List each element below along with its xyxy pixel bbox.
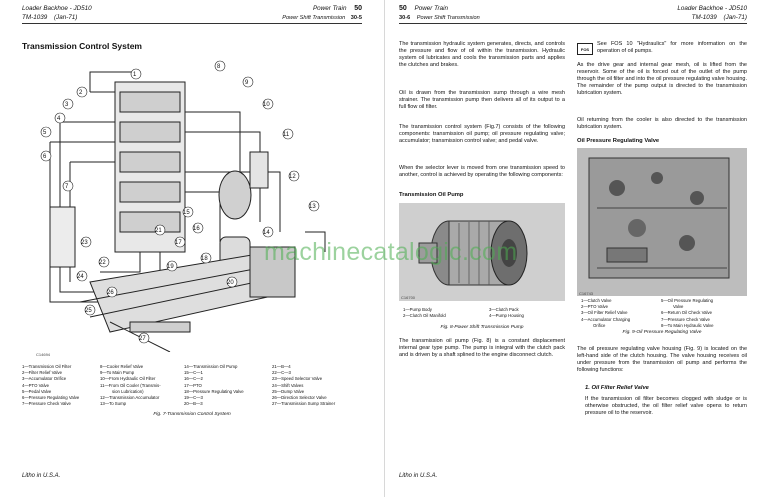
legend-item: 7—Pressure Check Valve xyxy=(661,316,710,322)
callout-15: 15 xyxy=(183,210,190,216)
diagram-code: C14694 xyxy=(36,352,51,357)
callout-2: 2 xyxy=(79,90,83,96)
legend-item: 17—PTO xyxy=(184,382,202,388)
legend-item: 22—C—3 xyxy=(272,370,291,376)
valve-illustration xyxy=(577,148,747,296)
sump-paragraph: Oil is drawn from the transmission sump through a wire mesh strainer. The transmission pump then delivers all of its output to a full flow oil filter. xyxy=(399,90,565,110)
footer: Litho in U.S.A. xyxy=(22,473,61,479)
callout-25: 25 xyxy=(85,308,92,314)
header-rule xyxy=(22,23,362,24)
filter-relief-heading: 1. Oil Filter Relief Valve xyxy=(585,385,649,391)
footer: Litho in U.S.A. xyxy=(399,473,438,479)
legend-col-2 xyxy=(100,364,161,407)
figure-7-caption: Fig. 7-Transmission Control System xyxy=(153,412,231,417)
header-tm-number: TM-1039 xyxy=(691,14,717,21)
callout-3: 3 xyxy=(65,102,69,108)
legend-item: 8—To Main Hydraulic Valve xyxy=(661,322,714,328)
legend-item: 13—To Sump xyxy=(100,401,127,407)
valve-photo xyxy=(577,148,747,296)
legend-item: Valve xyxy=(673,304,684,310)
section-title: Transmission Control System xyxy=(22,41,142,51)
callout-26: 26 xyxy=(107,290,114,296)
callout-20: 20 xyxy=(227,280,234,286)
callout-22: 22 xyxy=(99,260,106,266)
legend-item: 7—Pressure Check Valve xyxy=(22,401,71,407)
legend-item: 23—Speed Selector Valve xyxy=(272,376,323,382)
cooler-return-paragraph: Oil returning from the cooler is also directed to the transmission lubrication system. xyxy=(577,117,747,130)
fos-note: See FOS 10 "Hydraulics" for more information on the operation of oil pumps. xyxy=(597,41,747,54)
legend-item: 14—Transmission Oil Pump xyxy=(184,364,238,369)
header-page-number: 50 xyxy=(354,5,362,12)
pump-legend-left xyxy=(403,307,446,319)
legend-item: 10—From Hydraulic Oil Filter xyxy=(100,376,156,382)
pump-description-paragraph: The transmission oil pump (Fig. 8) is a constant displacement internal gear type pump. The pump is integral with the clutch pack and is driven by a shaft splined to the engine disconnect clutch. xyxy=(399,338,565,358)
legend-item: 2—PTO Valve xyxy=(581,304,609,310)
callout-4: 4 xyxy=(57,116,61,122)
legend-item: 26—Direction Selector Valve xyxy=(272,395,327,401)
legend-item: 9—To Main Pump xyxy=(100,370,135,376)
header-title: Loader Backhoe - JD510 xyxy=(22,5,92,12)
drive-gear-paragraph: As the drive gear and internal gear mesh, oil is lifted from the reservoir. Some of the oil is forced out of the outlet of the pump through the oil filter and into the oil pressure regulating valve housing. The remainder of the pump output is directed to the transmission lubrication system. xyxy=(577,62,747,96)
header-tm xyxy=(22,14,77,22)
callout-11: 11 xyxy=(283,132,290,138)
legend-item: 4—Pump Housing xyxy=(489,313,524,319)
callout-14: 14 xyxy=(263,230,270,236)
header-subpage: 30-5 xyxy=(350,15,362,21)
callout-19: 19 xyxy=(167,264,174,270)
callout-16: 16 xyxy=(193,226,200,232)
pump-subheading: Transmission Oil Pump xyxy=(399,192,464,198)
pump-image-code: C16700 xyxy=(401,295,416,300)
callout-17: 17 xyxy=(175,240,182,246)
callout-9: 9 xyxy=(245,80,249,86)
callout-21: 21 xyxy=(155,228,162,234)
legend-item: 5—Oil Pressure Regulating xyxy=(661,298,714,303)
pump-legend-right xyxy=(489,307,524,319)
figure-8-caption: Fig. 8-Power Shift Transmission Pump xyxy=(440,325,524,330)
header-tm xyxy=(615,14,747,22)
callout-7: 7 xyxy=(65,184,69,190)
legend-item: 15—C—1 xyxy=(184,370,203,376)
header-section xyxy=(240,5,362,13)
callout-23: 23 xyxy=(81,240,88,246)
header-title: Loader Backhoe - JD510 xyxy=(677,5,747,12)
callout-8: 8 xyxy=(217,64,221,70)
legend-item: 2—Filter Relief Valve xyxy=(22,370,63,376)
legend-item: 24—Shift Valves xyxy=(272,382,304,388)
callout-5: 5 xyxy=(43,130,47,136)
valve-legend-left xyxy=(581,298,630,329)
valve-subheading: Oil Pressure Regulating Valve xyxy=(577,138,660,144)
legend-col-3 xyxy=(184,364,244,407)
header-section-name: Power Train xyxy=(312,5,347,12)
valve-legend-right xyxy=(661,298,713,329)
header-rule xyxy=(399,23,747,24)
legend-item: 6—Pressure Regulating Valve xyxy=(22,395,80,401)
legend-item: Orifice xyxy=(593,322,606,328)
legend-item: sion Lubrication) xyxy=(112,388,144,394)
watermark: machinecatalogic.com xyxy=(264,238,518,266)
header-tm-number: TM-1039 xyxy=(22,14,48,21)
legend-item: 2—Clutch Oil Manifold xyxy=(403,313,446,319)
legend-item: 1—Transmission Oil Filter xyxy=(22,364,72,369)
header-subsection xyxy=(200,14,362,22)
callout-24: 24 xyxy=(77,274,84,280)
callout-13: 13 xyxy=(309,204,316,210)
legend-item: 11—From Oil Cooler (Transmis- xyxy=(100,382,161,388)
legend-item: 19—C—3 xyxy=(184,395,203,401)
callout-27: 27 xyxy=(139,336,146,342)
transmission-control-diagram xyxy=(20,52,365,352)
header-subpage: 30-6 xyxy=(399,15,411,21)
components-paragraph: The transmission control system (Fig.7) consists of the following components: transmission oil pump; oil pressure regulating valve; accumulator; transmission control valve; and pedal valve. xyxy=(399,124,565,144)
legend-item: 1—Pump Body xyxy=(403,307,432,312)
header-subsection-name: Power Shift Transmission xyxy=(282,15,346,21)
header-section xyxy=(399,5,448,13)
header-subsection-name: Power Shift Transmission xyxy=(416,15,480,21)
header-section-name: Power Train xyxy=(414,5,449,12)
legend-item: 3—Accumulator Orifice xyxy=(22,376,67,382)
figure-9-caption: Fig. 9-Oil Pressure Regulating Valve xyxy=(622,330,702,335)
callout-1: 1 xyxy=(133,72,137,78)
legend-item: 16—C—2 xyxy=(184,376,203,382)
legend-item: 6—Return Oil Check Valve xyxy=(661,310,713,316)
legend-item: 27—Transmission Sump Strainer xyxy=(272,401,336,407)
legend-item: 4—PTO Valve xyxy=(22,382,50,388)
header-subsection xyxy=(399,14,480,22)
header-date: (Jan-71) xyxy=(723,14,747,21)
filter-relief-paragraph: If the transmission oil filter becomes clogged with sludge or is otherwise obstructed, the oil filter relief valve opens to return pressure oil to the reservoir. xyxy=(585,396,747,416)
legend-item: 12—Transmission Accumulator xyxy=(100,395,160,401)
legend-item: 18—Pressure Regulating Valve xyxy=(184,388,244,394)
callout-10: 10 xyxy=(263,102,270,108)
legend-item: 1—Clutch Valve xyxy=(581,298,612,303)
fos-note-icon: FOS xyxy=(577,43,593,55)
selector-paragraph: When the selector lever is moved from one transmission speed to another, control is achieved by operating the following components: xyxy=(399,165,565,178)
callout-18: 18 xyxy=(201,256,208,262)
callout-12: 12 xyxy=(289,174,296,180)
intro-paragraph: The transmission hydraulic system generates, directs, and controls the pressure and flow of oil within the transmission. Hydraulic system oil lubricates and cools the transmission parts and applies the clutches and brakes. xyxy=(399,41,565,68)
legend-col-1 xyxy=(22,364,79,407)
legend-item: 25—Dump Valve xyxy=(272,388,305,394)
legend-item: 3—Clutch Pack xyxy=(489,307,519,312)
legend-item: 8—Cooler Relief Valve xyxy=(100,364,144,369)
valve-housing-paragraph: The oil pressure regulating valve housing (Fig. 9) is located on the left-hand side of the clutch housing. The valve housing receives oil under pressure from the transmission oil pump and performs the following functions: xyxy=(577,346,747,373)
legend-item: 5—Pedal Valve xyxy=(22,388,52,394)
legend-item: 20—B—3 xyxy=(184,401,203,407)
callout-6: 6 xyxy=(43,154,47,160)
valve-image-code: C16743 xyxy=(579,291,594,296)
legend-item: 4—Accumulator Charging xyxy=(581,316,631,322)
legend-item: 3—Oil Filter Relief Valve xyxy=(581,310,628,316)
legend-item: 21—B—4 xyxy=(272,364,291,369)
header-date: (Jan-71) xyxy=(53,14,78,21)
header-page-number: 50 xyxy=(399,5,407,12)
legend-col-4 xyxy=(272,364,335,407)
